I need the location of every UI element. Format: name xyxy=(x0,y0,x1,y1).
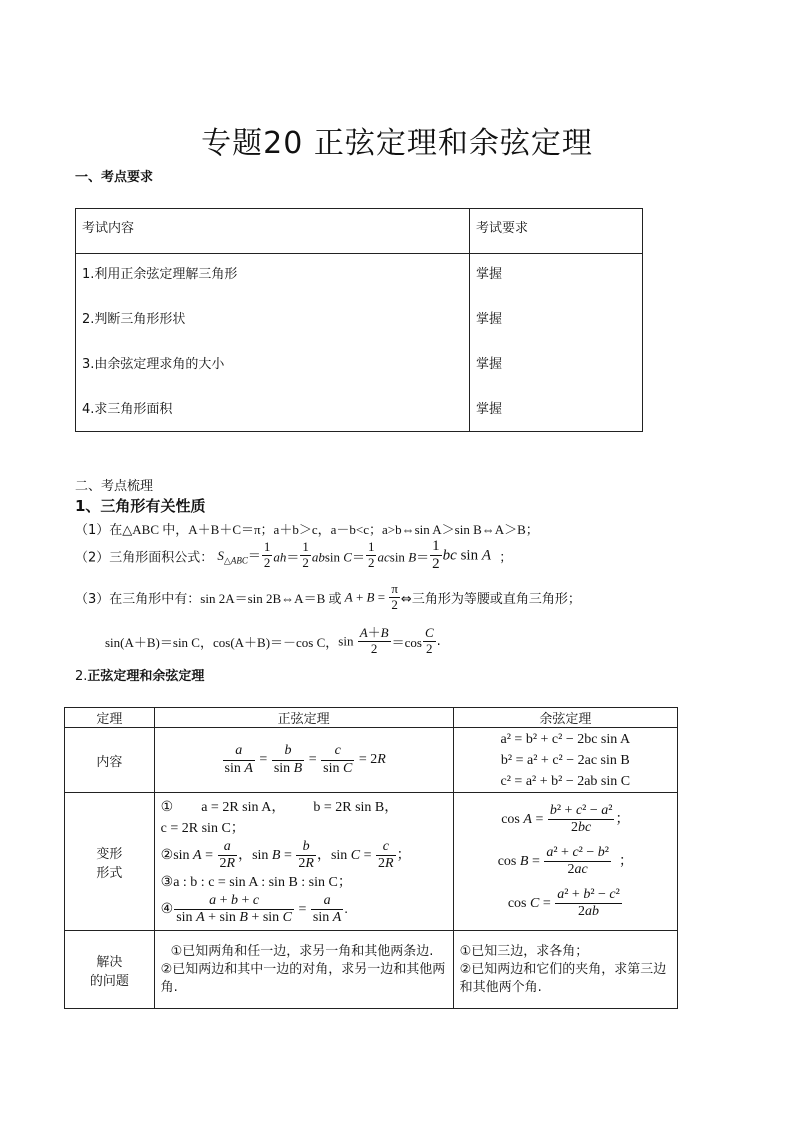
problem-item: ②已知两边和其中一边的对角，求另一边和其他两角. xyxy=(160,961,446,995)
table-row-forms xyxy=(65,793,678,931)
subsection-heading-laws xyxy=(75,665,204,684)
property-3-text: sin 2A＝sin 2B⇔A＝B 或 xyxy=(200,590,342,606)
variant-4: ④ $\frac{a + b + c}{\text{sin A + sin B + sin C}}$ = $\frac{a}{\text{sin A}}$ . xyxy=(160,893,348,926)
row-label-line: 变形 xyxy=(96,846,123,862)
subsection-number: 2. xyxy=(75,669,88,684)
cosine-law-formulas xyxy=(453,728,677,793)
property-3: （3）在三角形中有：sin 2A＝sin 2B⇔A＝B 或 A + B = $\frac{\pi}{2}$ ⇔三角形为等腰或直角三角形； xyxy=(75,581,581,612)
sine-law-problems xyxy=(154,931,453,1009)
sine-law-variants xyxy=(154,793,453,931)
table-header-row xyxy=(65,708,678,728)
requirement-item: 掌握 xyxy=(476,357,503,372)
cosine-law-variants xyxy=(453,793,677,931)
requirement-item: 掌握 xyxy=(476,402,503,417)
table-row-content xyxy=(65,728,678,793)
table-row xyxy=(76,254,643,432)
section-heading-requirements: 一、考点要求 xyxy=(75,170,154,185)
property-2: （2）三角形面积公式： $S_{\triangle ABC}=$ $\frac{1}{2}$ ah＝ $\frac{1}{2}$ absin C＝ $\frac{1}{2}$ acsin B＝ $\frac{1}{2}$ bc sin A ； xyxy=(75,538,513,573)
problem-item: ①已知三边，求各角； xyxy=(459,943,589,959)
subsection-title: 正弦定理和余弦定理 xyxy=(87,669,205,684)
cos-a-formula: cos A = $\frac{\text{b² + c² − a²}}{2bc}$ ； xyxy=(501,802,630,835)
property-1-text: △ABC 中，A＋B＋C＝π；a＋b＞c，a－b<c；a>b⇔sin A＞sin B⇔A＞B； xyxy=(122,522,539,537)
cosine-law-line: c² = a² + b² − 2ab sin C xyxy=(500,773,631,789)
problem-item: ②已知两边和它们的夹角，求第三边和其他两个角. xyxy=(459,961,667,995)
requirement-cell xyxy=(470,254,643,432)
table-row-problems xyxy=(65,931,678,1009)
problem-item: ①已知两角和任一边，求另一角和其他两条边. xyxy=(170,943,434,959)
property-4-b: cos(A＋B)＝－cos C， xyxy=(212,634,339,650)
variant-1: ① a = 2R sin A， b = 2R sin B， xyxy=(160,799,399,815)
content-item: 2.判断三角形形状 xyxy=(82,312,186,327)
variant-2: ②sin A = $\frac{a}{2R}$ ，sin B = $\frac{b}{2R}$ ，sin C = $\frac{c}{2R}$ ； xyxy=(160,838,411,871)
section-heading-review: 二、考点梳理 xyxy=(75,479,154,494)
cosine-law-problems xyxy=(453,931,677,1009)
header-cell: 考试要求 xyxy=(470,209,643,254)
cosine-law-line: b² = a² + c² − 2ac sin B xyxy=(500,752,630,768)
header-cell: 余弦定理 xyxy=(453,708,677,728)
cos-b-formula: cos B = $\frac{\text{a² + c² − b²}}{2ac}$ ； xyxy=(497,844,633,877)
laws-table xyxy=(64,707,678,1009)
header-cell: 正弦定理 xyxy=(154,708,453,728)
requirement-item: 掌握 xyxy=(476,312,503,327)
row-label-line: 解决 xyxy=(96,954,123,970)
property-3-label: （3）在三角形中有： xyxy=(75,591,201,607)
property-4-a: sin(A＋B)＝sin C， xyxy=(105,634,213,650)
row-label xyxy=(65,793,155,931)
cosine-law-line: a² = b² + c² − 2bc sin A xyxy=(500,731,631,747)
content-item: 3.由余弦定理求角的大小 xyxy=(82,357,225,372)
table-header-row xyxy=(76,209,643,254)
row-label: 内容 xyxy=(65,728,155,793)
content-cell xyxy=(76,254,470,432)
sine-law-formula: $\frac{a}{\text{sin A}}$ = $\frac{b}{\text{sin B}}$ = $\frac{c}{\text{sin C}}$ = 2R xyxy=(154,728,453,793)
property-4: sin(A＋B)＝sin C，cos(A＋B)＝－cos C，sin $\frac{A+B}{2}$ ＝cos $\frac{C}{2}$ . xyxy=(105,625,441,656)
subsection-heading-properties: 1、三角形有关性质 xyxy=(75,497,206,515)
requirement-item: 掌握 xyxy=(476,267,503,282)
header-cell: 定理 xyxy=(65,708,155,728)
row-label-line: 形式 xyxy=(96,865,123,881)
page-title: 专题20 正弦定理和余弦定理 xyxy=(201,126,593,161)
property-2-label: （2）三角形面积公式： xyxy=(75,550,214,566)
variant-1b: c = 2R sin C； xyxy=(160,820,245,836)
content-item: 4.求三角形面积 xyxy=(82,402,173,417)
property-3-tail: ⇔三角形为等腰或直角三角形； xyxy=(400,591,581,607)
row-label-line: 的问题 xyxy=(89,973,129,989)
row-label xyxy=(65,931,155,1009)
variant-3: ③a : b : c = sin A : sin B : sin C； xyxy=(160,875,352,890)
content-item: 1.利用正余弦定理解三角形 xyxy=(82,267,238,282)
header-cell: 考试内容 xyxy=(76,209,470,254)
cos-c-formula: cos C = $\frac{\text{a² + b² − c²}}{2ab}$ xyxy=(507,886,620,919)
property-1-label: （1）在 xyxy=(75,523,123,538)
property-1 xyxy=(75,519,539,538)
requirements-table xyxy=(75,208,643,432)
